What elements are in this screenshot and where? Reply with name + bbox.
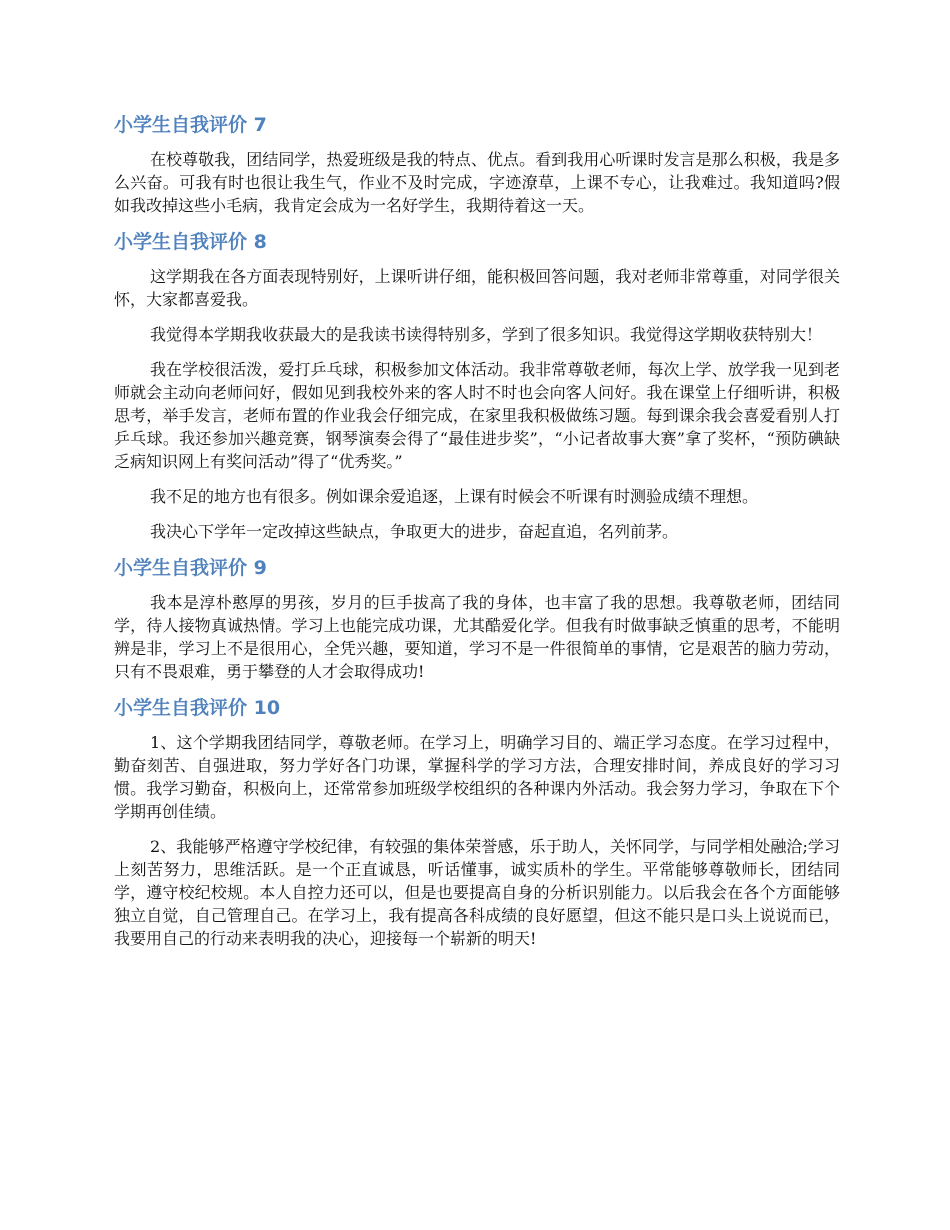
section-heading: 小学生自我评价 8 (114, 231, 267, 253)
section-heading: 小学生自我评价 10 (114, 697, 281, 719)
section-7 (114, 112, 840, 217)
paragraph: 2、我能够严格遵守学校纪律，有较强的集体荣誉感，乐于助人，关怀同学，与同学相处融洽;学习上刻苦努力，思维活跃。是一个正直诚恳，听话懂事，诚实质朴的学生。平常能够尊敬师长，团结同学，遵守校纪校规。本人自控力还可以，但是也要提高自身的分析识别能力。以后我会在各个方面能够独立自觉，自己管理自己。在学习上，我有提高各科成绩的良好愿望，但这不能只是口头上说说而已，我要用自己的行动来表明我的决心，迎接每一个崭新的明天! (114, 837, 840, 948)
section-heading: 小学生自我评价 9 (114, 557, 267, 579)
section-9 (114, 555, 840, 683)
paragraph: 我觉得本学期我收获最大的是我读书读得特别多，学到了很多知识。我觉得这学期收获特别大！ (150, 325, 823, 344)
paragraph: 我决心下学年一定改掉这些缺点，争取更大的进步，奋起直追，名列前茅。 (150, 522, 679, 541)
paragraph: 我在学校很活泼，爱打乒乓球，积极参加文体活动。我非常尊敬老师，每次上学、放学我一见到老师就会主动向老师问好，假如见到我校外来的客人时不时也会向客人问好。我在课堂上仔细听讲，积极思考，举手发言，老师布置的作业我会仔细完成，在家里我积极做练习题。每到课余我会喜爱看别人打乒乓球。我还参加兴趣竞赛，钢琴演奏会得了“最佳进步奖”，“小记者故事大赛”拿了奖杯，“预防碘缺乏病知识网上有奖问活动”得了“优秀奖。” (114, 360, 840, 471)
section-heading: 小学生自我评价 7 (114, 114, 267, 136)
document-page (114, 112, 840, 962)
paragraph: 在校尊敬我，团结同学，热爱班级是我的特点、优点。看到我用心听课时发言是那么积极，我是多么兴奋。可我有时也很让我生气，作业不及时完成，字迹潦草，上课不专心，让我难过。我知道吗?假如我改掉这些小毛病，我肯定会成为一名好学生，我期待着这一天。 (114, 150, 840, 215)
paragraph: 我本是淳朴憨厚的男孩，岁月的巨手拔高了我的身体，也丰富了我的思想。我尊敬老师，团结同学，待人接物真诚热情。学习上也能完成功课，尤其酷爱化学。但我有时做事缺乏慎重的思考，不能明辨是非，学习上不是很用心，全凭兴趣，要知道，学习不是一件很简单的事情，它是艰苦的脑力劳动，只有不畏艰难，勇于攀登的人才会取得成功! (114, 593, 840, 681)
paragraph: 这学期我在各方面表现特别好，上课听讲仔细，能积极回答问题，我对老师非常尊重，对同学很关怀，大家都喜爱我。 (114, 267, 840, 309)
section-8 (114, 229, 840, 543)
paragraph: 1、这个学期我团结同学，尊敬老师。在学习上，明确学习目的、端正学习态度。在学习过程中，勤奋刻苦、自强进取，努力学好各门功课，掌握科学的学习方法，合理安排时间，养成良好的学习习惯。我学习勤奋，积极向上，还常常参加班级学校组织的各种课内外活动。我会努力学习，争取在下个学期再创佳绩。 (114, 733, 840, 821)
section-10 (114, 695, 840, 950)
paragraph: 我不足的地方也有很多。例如课余爱追逐，上课有时候会不听课有时测验成绩不理想。 (150, 487, 759, 506)
